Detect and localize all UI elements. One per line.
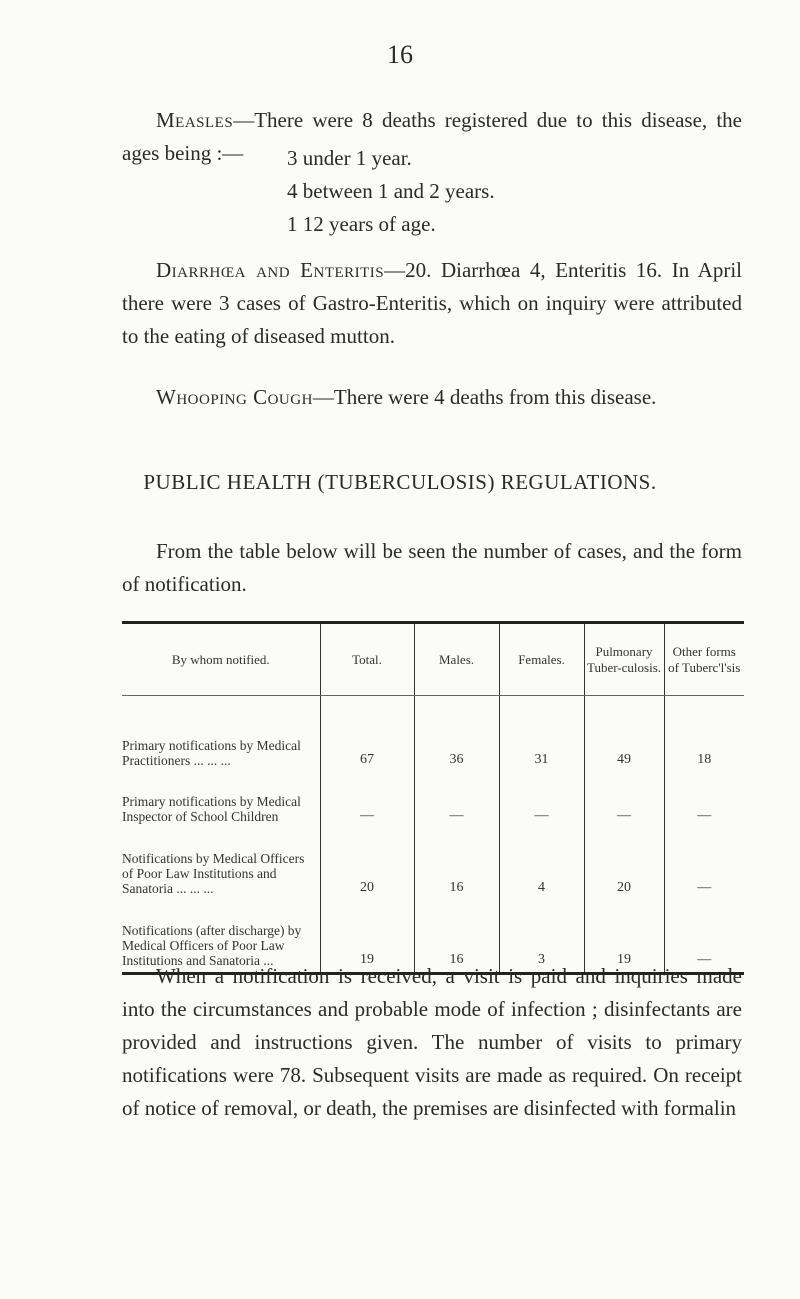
table-cell: — bbox=[584, 772, 664, 828]
table-cell: — bbox=[664, 900, 744, 974]
table-cell: — bbox=[664, 828, 744, 900]
diarrhoea-heading: Diarrhœa and Enteritis bbox=[156, 258, 385, 282]
whooping-paragraph bbox=[122, 381, 742, 414]
table-cell: 49 bbox=[584, 696, 664, 773]
table-cell: — bbox=[320, 772, 414, 828]
table-cell: 20 bbox=[584, 828, 664, 900]
table-cell: 16 bbox=[414, 828, 499, 900]
table-cell: 19 bbox=[320, 900, 414, 974]
whooping-heading: Whooping Cough bbox=[156, 385, 313, 409]
column-header: Females. bbox=[499, 623, 584, 696]
page-number: 16 bbox=[387, 40, 413, 69]
measles-age-list bbox=[287, 142, 495, 241]
table-header-row bbox=[122, 623, 744, 696]
table-row bbox=[122, 696, 744, 773]
age-item: 1 12 years of age. bbox=[287, 212, 436, 236]
table-cell: 16 bbox=[414, 900, 499, 974]
table-cell: 31 bbox=[499, 696, 584, 773]
table-row bbox=[122, 828, 744, 900]
table-cell: 18 bbox=[664, 696, 744, 773]
table-cell: — bbox=[414, 772, 499, 828]
row-label: Primary notifications by Medical Inspector of School Children bbox=[122, 794, 301, 824]
table-cell: 36 bbox=[414, 696, 499, 773]
closing-paragraph: When a notification is received, a visit is paid and inquiries made into the circumstances and probable mode of infection ; disinfectants are provided and instructions given. The number of visits to primary notifications were 78. Subsequent visits are made as required. On receipt of notice of removal, or death, the premises are disinfected with formalin bbox=[122, 964, 742, 1120]
column-header: Other forms of Tuberc'l'sis bbox=[664, 623, 744, 696]
regulations-title: PUBLIC HEALTH (TUBERCULOSIS) REGULATIONS. bbox=[143, 470, 657, 494]
table-cell: 67 bbox=[320, 696, 414, 773]
column-header: Total. bbox=[320, 623, 414, 696]
row-label: Notifications by Medical Officers of Poor Law Institutions and Sanatoria ... ... ... bbox=[122, 851, 305, 896]
table-cell: 19 bbox=[584, 900, 664, 974]
column-header: Pulmonary Tuber-culosis. bbox=[584, 623, 664, 696]
diarrhoea-paragraph bbox=[122, 254, 742, 353]
measles-heading: Measles bbox=[156, 108, 234, 132]
table-cell: 20 bbox=[320, 828, 414, 900]
whooping-text: —There were 4 deaths from this disease. bbox=[312, 385, 657, 409]
age-item: 3 under 1 year. bbox=[287, 146, 412, 170]
table-cell: 4 bbox=[499, 828, 584, 900]
row-label: Notifications (after discharge) by Medical Officers of Poor Law Institutions and Sanatoria ... bbox=[122, 923, 302, 968]
notification-table bbox=[122, 621, 744, 975]
table-cell: 3 bbox=[499, 900, 584, 974]
measles-text: —There were 8 deaths registered due to this disease, the ages being :— bbox=[122, 108, 742, 165]
table-row bbox=[122, 772, 744, 828]
column-header: Males. bbox=[414, 623, 499, 696]
regulations-intro: From the table below will be seen the number of cases, and the form of notification. bbox=[122, 539, 742, 596]
age-item: 4 between 1 and 2 years. bbox=[287, 179, 495, 203]
table-cell: — bbox=[499, 772, 584, 828]
diarrhoea-text: —20. Diarrhœa 4, Enteritis 16. In April there were 3 cases of Gastro-Enteritis, which on inquiry were attributed to the eating of diseased mutton. bbox=[122, 258, 742, 348]
row-label: Primary notifications by Medical Practitioners ... ... ... bbox=[122, 738, 301, 768]
table-cell: — bbox=[664, 772, 744, 828]
column-header: By whom notified. bbox=[122, 623, 320, 696]
